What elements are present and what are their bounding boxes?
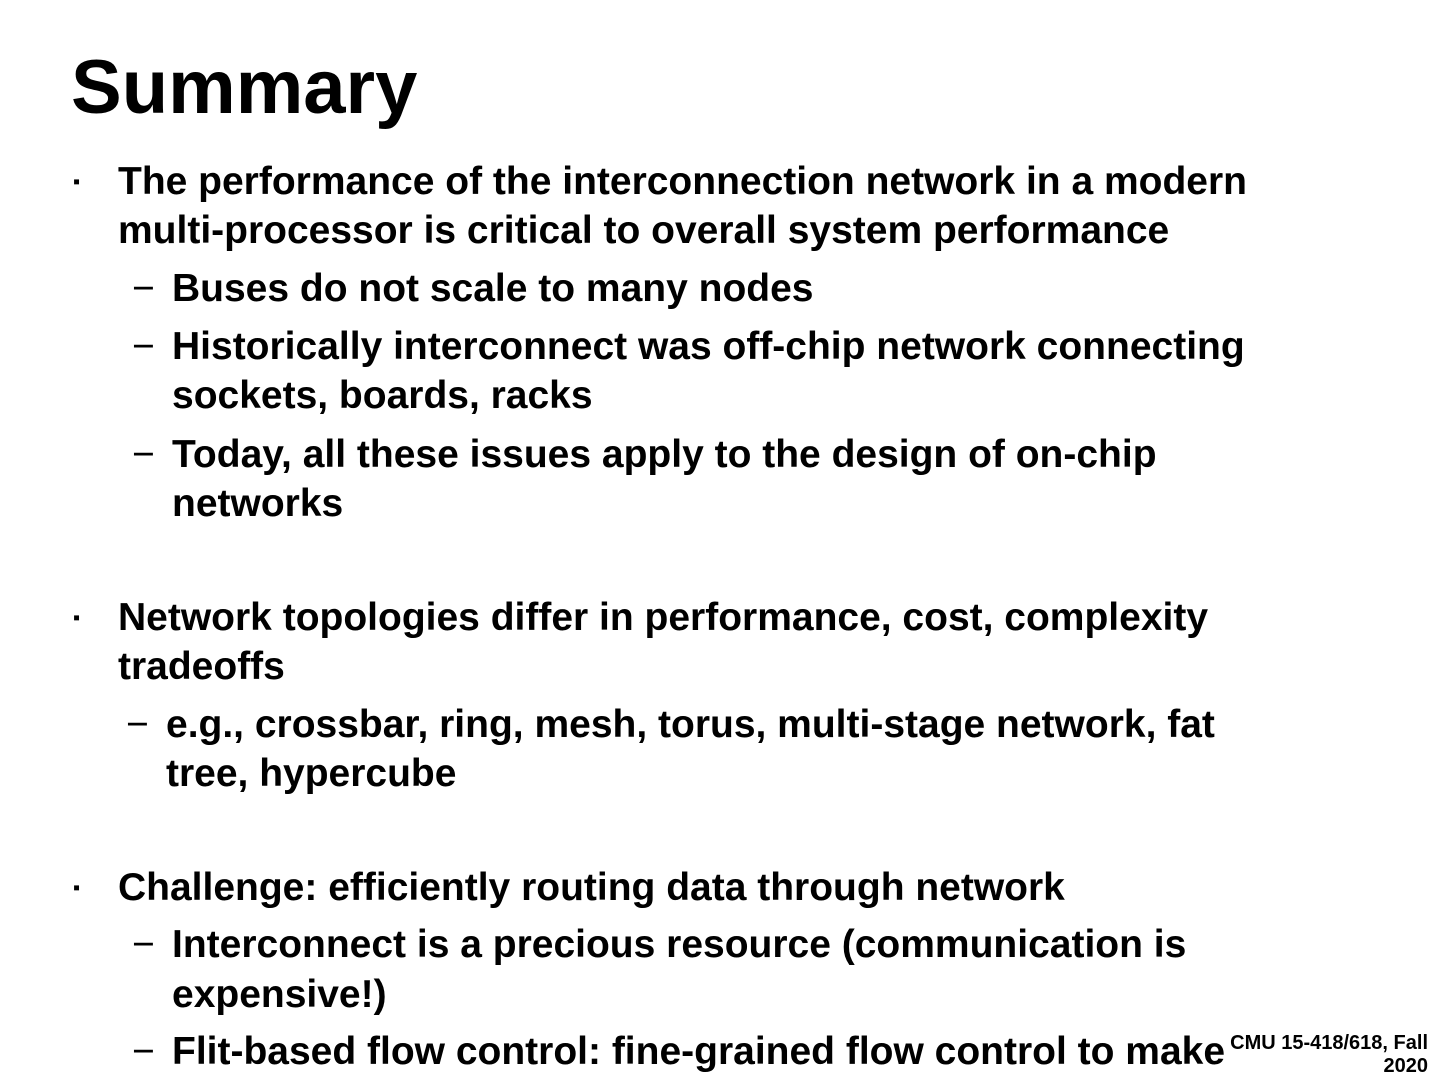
footer-line-2: 2020 [1383, 1055, 1428, 1077]
bullet-2-line-2: tradeoffs [118, 645, 285, 688]
bullet-1-sub-2-line-2: sockets, boards, racks [172, 374, 593, 417]
bullet-1-sub-1: Buses do not scale to many nodes [172, 267, 814, 310]
dash-marker: − [132, 325, 155, 368]
dash-marker: − [132, 1030, 155, 1073]
bullet-1-line-1: The performance of the interconnection network in a modern [118, 160, 1247, 203]
bullet-3-sub-2-line-1: Flit-based flow control: fine-grained flow control to make [172, 1030, 1226, 1073]
bullet-3-sub-1-line-1: Interconnect is a precious resource (communication is [172, 923, 1187, 966]
bullet-3-line-1: Challenge: efficiently routing data through network [118, 866, 1065, 909]
bullet-2-line-1: Network topologies differ in performance, cost, complexity [118, 596, 1209, 639]
dash-marker: − [132, 923, 155, 966]
course-footer [1230, 1032, 1428, 1078]
slide-title: Summary [71, 45, 418, 130]
bullet-1-sub-3-line-2: networks [172, 482, 344, 525]
bullet-2-sub-1-line-2: tree, hypercube [166, 752, 457, 795]
bullet-marker: ▪ [73, 171, 81, 193]
bullet-1-line-2: multi-processor is critical to overall system performance [118, 209, 1170, 252]
bullet-1-sub-3-line-1: Today, all these issues apply to the design of on-chip [172, 433, 1157, 476]
bullet-marker: ▪ [73, 877, 81, 899]
footer-line-1: CMU 15-418/618, Fall [1230, 1032, 1428, 1054]
bullet-marker: ▪ [73, 607, 81, 629]
bullet-2-sub-1-line-1: e.g., crossbar, ring, mesh, torus, multi-stage network, fat [166, 703, 1215, 746]
bullet-3-sub-1-line-2: expensive!) [172, 973, 387, 1016]
dash-marker: − [132, 433, 155, 476]
dash-marker: − [126, 703, 149, 746]
bullet-1-sub-2-line-1: Historically interconnect was off-chip network connecting [172, 325, 1245, 368]
dash-marker: − [132, 267, 155, 310]
